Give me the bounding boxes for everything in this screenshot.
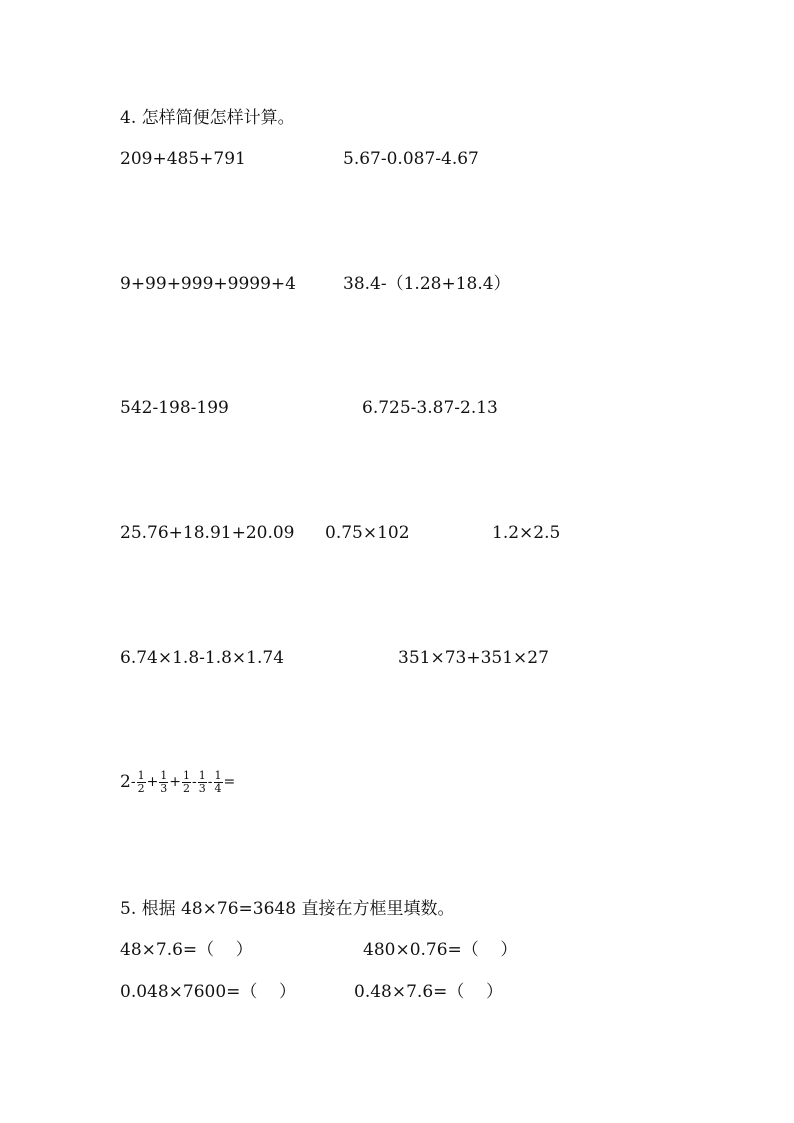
fill-in-2a: 0.048×7600=（ ） bbox=[120, 982, 297, 1002]
problem-1a: 209+485+791 bbox=[120, 149, 246, 169]
fill-in-2b: 0.48×7.6=（ ） bbox=[354, 982, 503, 1002]
fraction-term bbox=[137, 770, 146, 795]
expr-operator: + bbox=[146, 774, 159, 790]
fraction-expression bbox=[120, 764, 235, 800]
fraction-denominator: 3 bbox=[198, 781, 206, 795]
fraction-denominator: 2 bbox=[137, 781, 145, 795]
fraction-denominator: 4 bbox=[214, 781, 222, 795]
fraction-numerator: 1 bbox=[214, 768, 222, 782]
fraction-denominator: 3 bbox=[160, 781, 168, 795]
fill-in-1a: 48×7.6=（ ） bbox=[120, 940, 253, 960]
expr-operator: - bbox=[207, 774, 213, 790]
expr-lead: 2 bbox=[120, 772, 131, 792]
expr-operator: + bbox=[169, 774, 182, 790]
problem-5b: 351×73+351×27 bbox=[398, 648, 549, 668]
section-5-heading: 5. 根据 48×76=3648 直接在方框里填数。 bbox=[120, 899, 455, 919]
problem-5a: 6.74×1.8-1.8×1.74 bbox=[120, 648, 285, 668]
fraction-numerator: 1 bbox=[198, 768, 206, 782]
fraction-term bbox=[182, 770, 191, 795]
expr-operator: - bbox=[192, 774, 197, 790]
problem-4a: 25.76+18.91+20.09 bbox=[120, 523, 295, 543]
fraction-numerator: 1 bbox=[183, 768, 191, 782]
section-4-heading: 4. 怎样简便怎样计算。 bbox=[120, 108, 295, 128]
fraction-numerator: 1 bbox=[160, 768, 168, 782]
problem-3b: 6.725-3.87-2.13 bbox=[362, 398, 498, 418]
expr-equals: = bbox=[223, 774, 236, 790]
problem-4b: 0.75×102 bbox=[325, 523, 410, 543]
fraction-numerator: 1 bbox=[137, 768, 145, 782]
expr-operator: - bbox=[130, 774, 136, 790]
problem-1b: 5.67-0.087-4.67 bbox=[343, 149, 479, 169]
problem-3a: 542-198-199 bbox=[120, 398, 229, 418]
fraction-term bbox=[159, 770, 168, 795]
problem-2a: 9+99+999+9999+4 bbox=[120, 274, 296, 294]
fraction-term bbox=[214, 770, 223, 795]
fraction-term bbox=[198, 770, 207, 795]
problem-4c: 1.2×2.5 bbox=[492, 523, 561, 543]
fill-in-1b: 480×0.76=（ ） bbox=[363, 940, 518, 960]
problem-2b: 38.4-（1.28+18.4） bbox=[343, 274, 511, 294]
fraction-denominator: 2 bbox=[183, 781, 191, 795]
